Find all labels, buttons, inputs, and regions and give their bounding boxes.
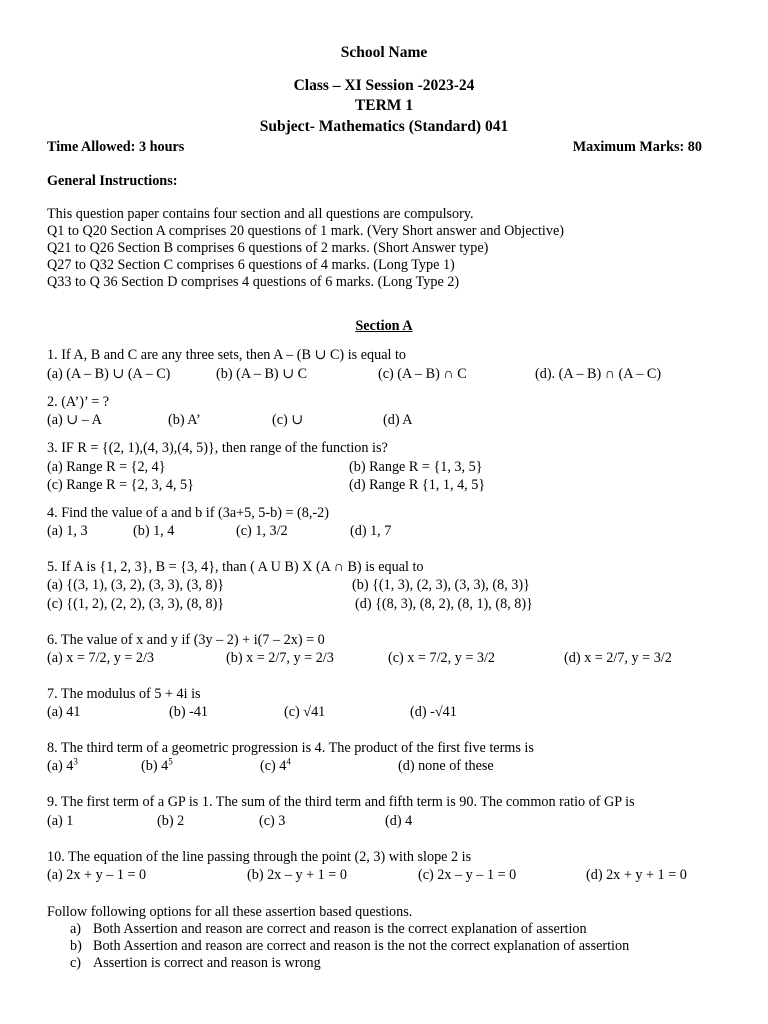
question-4-options <box>47 522 727 540</box>
question-6: 6. The value of x and y if (3y – 2) + i(7 – 2x) = 0 <box>47 632 325 648</box>
exponent: 5 <box>168 756 173 767</box>
subject-title: Subject- Mathematics (Standard) 041 <box>259 118 509 135</box>
option-b: (b) x = 2/7, y = 2/3 <box>226 650 334 666</box>
question-4: 4. Find the value of a and b if (3a+5, 5-b) = (8,-2) <box>47 505 329 521</box>
assertion-option-b: b) Both Assertion and reason are correct and reason is the not the correct explanation of assertion <box>70 938 630 954</box>
option-b: (b) 1, 4 <box>133 523 175 539</box>
option-b: (b) $4^5$ <box>141 756 173 774</box>
option-c: (c) x = 7/2, y = 3/2 <box>388 650 496 666</box>
option-b: (b) 2 <box>157 813 185 829</box>
option-d: (d) none of these <box>398 758 494 774</box>
question-5-options-row1 <box>47 576 727 594</box>
assertion-option-a: a) Both Assertion and reason are correct and reason is the correct explanation of assertion <box>70 921 587 937</box>
question-1: 1. If A, B and C are any three sets, then A – (B ∪ C) is equal to <box>47 347 407 363</box>
option-d: (d) 1, 7 <box>350 523 392 539</box>
instructions-heading: General Instructions: <box>47 173 178 189</box>
option-c: (c) $4^4$ <box>260 756 291 774</box>
option-a: (a) {(3, 1), (3, 2), (3, 3), (3, 8)} <box>47 577 225 593</box>
time-allowed: Time Allowed: 3 hours <box>47 139 185 155</box>
option-b: (b) A’ <box>168 412 201 428</box>
option-c: (c) 1, 3/2 <box>236 523 288 539</box>
question-10-options <box>47 866 727 884</box>
option-c: (c) Range R = {2, 3, 4, 5} <box>47 477 194 493</box>
instruction-line: This question paper contains four section and all questions are compulsory. <box>47 206 474 222</box>
exponent: 4 <box>286 756 291 767</box>
question-10: 10. The equation of the line passing through the point (2, 3) with slope 2 is <box>47 849 472 865</box>
option-a: (a) ∪ – A <box>47 412 102 428</box>
term-title: TERM 1 <box>354 97 414 114</box>
section-a-title: Section A <box>355 318 413 334</box>
question-7: 7. The modulus of 5 + 4i is <box>47 686 201 702</box>
question-9-options <box>47 812 727 830</box>
option-b: (b) (A – B) ∪ C <box>216 366 308 382</box>
option-d: (d) Range R {1, 1, 4, 5} <box>349 477 486 493</box>
instruction-line: Q1 to Q20 Section A comprises 20 questions of 1 mark. (Very Short answer and Objective) <box>47 223 564 239</box>
class-session: Class – XI Session -2023-24 <box>293 77 475 94</box>
question-1-options <box>47 365 727 383</box>
option-d: (d) 4 <box>385 813 413 829</box>
option-b: (b) 2x – y + 1 = 0 <box>247 867 347 883</box>
option-a: (a) 41 <box>47 704 81 720</box>
question-8-options <box>47 757 727 775</box>
option-c: (c) 2x – y – 1 = 0 <box>418 867 517 883</box>
option-d: (d) A <box>383 412 413 428</box>
option-c: (c) √41 <box>284 704 326 720</box>
option-a: (a) (A – B) ∪ (A – C) <box>47 366 171 382</box>
question-2-options <box>47 411 727 429</box>
assertion-option-c: c) Assertion is correct and reason is wrong <box>70 955 321 971</box>
question-2: 2. (A’)’ = ? <box>47 394 110 410</box>
option-a: (a) 1, 3 <box>47 523 88 539</box>
instruction-line: Q21 to Q26 Section B comprises 6 questions of 2 marks. (Short Answer type) <box>47 240 489 256</box>
exponent: 3 <box>73 756 78 767</box>
question-3-options-row1 <box>47 458 727 476</box>
question-7-options <box>47 703 727 721</box>
question-5: 5. If A is {1, 2, 3}, B = {3, 4}, than ( A U B) X (A ∩ B) is equal to <box>47 559 424 575</box>
assertion-intro: Follow following options for all these assertion based questions. <box>47 904 413 920</box>
question-9: 9. The first term of a GP is 1. The sum of the third term and fifth term is 90. The common ratio of GP is <box>47 794 635 810</box>
option-a: (a) x = 7/2, y = 2/3 <box>47 650 155 666</box>
option-b: (b) -41 <box>169 704 209 720</box>
option-a: (a) Range R = {2, 4} <box>47 459 166 475</box>
option-b: (b) {(1, 3), (2, 3), (3, 3), (8, 3)} <box>352 577 530 593</box>
instruction-line: Q33 to Q 36 Section D comprises 4 questions of 6 marks. (Long Type 2) <box>47 274 460 290</box>
option-c: (c) {(1, 2), (2, 2), (3, 3), (8, 8)} <box>47 596 225 612</box>
option-d: (d) -√41 <box>410 704 457 720</box>
maximum-marks: Maximum Marks: 80 <box>572 139 702 155</box>
question-5-options-row2 <box>47 595 727 613</box>
option-c: (c) ∪ <box>272 412 304 428</box>
question-3-options-row2 <box>47 476 727 494</box>
school-name: School Name <box>340 44 428 61</box>
instruction-line: Q27 to Q32 Section C comprises 6 questions of 4 marks. (Long Type 1) <box>47 257 455 273</box>
option-d: (d) 2x + y + 1 = 0 <box>586 867 687 883</box>
question-3: 3. IF R = {(2, 1),(4, 3),(4, 5)}, then range of the function is? <box>47 440 388 456</box>
option-d: (d). (A – B) ∩ (A – C) <box>535 366 662 382</box>
option-a: (a) $4^3$ <box>47 756 78 774</box>
option-a: (a) 1 <box>47 813 74 829</box>
option-d: (d) x = 2/7, y = 3/2 <box>564 650 672 666</box>
option-c: (c) (A – B) ∩ C <box>378 366 467 382</box>
option-d: (d) {(8, 3), (8, 2), (8, 1), (8, 8)} <box>355 596 533 612</box>
option-b: (b) Range R = {1, 3, 5} <box>349 459 483 475</box>
question-6-options <box>47 649 727 667</box>
question-8: 8. The third term of a geometric progression is 4. The product of the first five terms is <box>47 740 534 756</box>
option-a: (a) 2x + y – 1 = 0 <box>47 867 147 883</box>
option-c: (c) 3 <box>259 813 286 829</box>
